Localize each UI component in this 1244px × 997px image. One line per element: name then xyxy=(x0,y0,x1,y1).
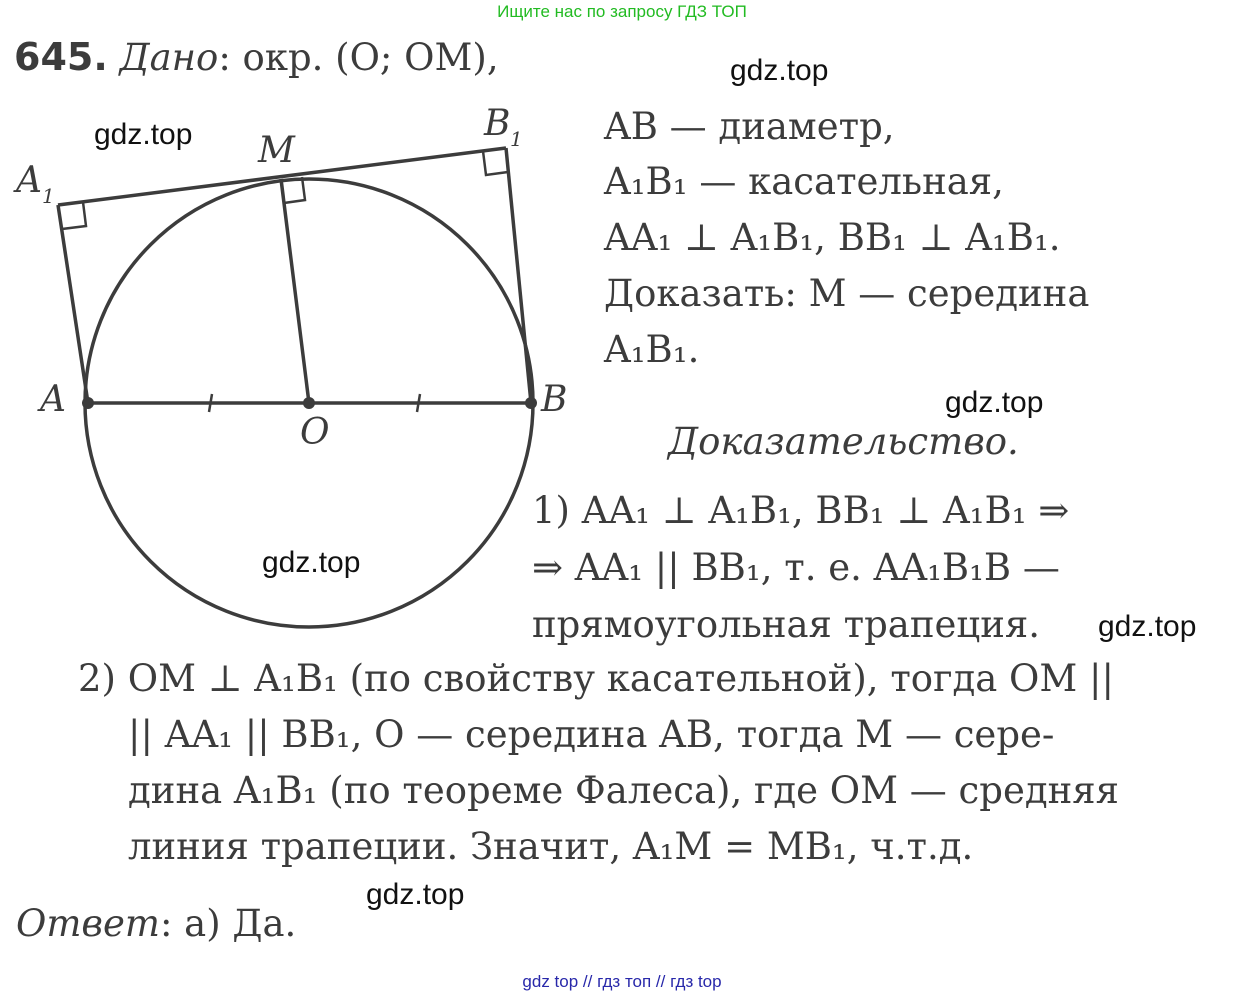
step1-line-2: ⇒ AA₁ || BB₁, т. е. AA₁B₁B — xyxy=(532,546,1060,589)
point-A xyxy=(82,397,94,409)
watermark-6: gdz.top xyxy=(366,878,465,911)
right-angle-A1 xyxy=(62,202,86,229)
step2-line-4: линия трапеции. Значит, A₁M = MB₁, ч.т.д. xyxy=(128,825,974,868)
given-line-2: A₁B₁ — касательная, xyxy=(604,160,1004,203)
segment-AA1 xyxy=(58,205,88,403)
right-angle-B1 xyxy=(483,151,508,175)
label-A: A xyxy=(40,379,66,420)
watermark-2: gdz.top xyxy=(94,118,193,151)
point-B xyxy=(525,397,537,409)
answer-word: Ответ xyxy=(16,902,160,945)
given-word: Дано xyxy=(119,36,219,79)
label-B: B xyxy=(541,379,568,420)
label-A1-subscript: 1 xyxy=(42,184,55,208)
watermark-5: gdz.top xyxy=(1098,610,1197,643)
label-M: M xyxy=(258,130,295,171)
step2-line-1: 2) OM ⊥ A₁B₁ (по свойству касательной), тогда OM || xyxy=(78,657,1114,700)
given-rest: : окр. (O; OM), xyxy=(218,36,499,79)
radius-OM xyxy=(281,179,309,403)
geometry-figure xyxy=(0,0,568,640)
proof-title: Доказательство. xyxy=(668,420,1019,463)
watermark-1: gdz.top xyxy=(730,54,829,87)
label-A1: A xyxy=(16,160,42,201)
step1-line-3: прямоугольная трапеция. xyxy=(532,603,1040,646)
label-B1-subscript: 1 xyxy=(510,127,523,151)
bottom-banner: gdz top // гдз топ // гдз top xyxy=(522,972,722,991)
label-O: O xyxy=(300,412,330,453)
watermark-4: gdz.top xyxy=(262,546,361,579)
top-banner: Ищите нас по запросу ГДЗ ТОП xyxy=(497,2,747,21)
given-line-1: AB — диаметр, xyxy=(604,105,895,148)
prove-line-2: A₁B₁. xyxy=(604,328,700,371)
point-O xyxy=(303,397,315,409)
step2-line-3: дина A₁B₁ (по теореме Фалеса), где OM — средняя xyxy=(128,769,1119,812)
step1-line-1: 1) AA₁ ⊥ A₁B₁, BB₁ ⊥ A₁B₁ ⇒ xyxy=(532,489,1070,532)
given-line-3: AA₁ ⊥ A₁B₁, BB₁ ⊥ A₁B₁. xyxy=(604,216,1061,259)
label-B1: B xyxy=(484,103,511,144)
segment-BB1 xyxy=(506,148,531,403)
step2-line-2: || AA₁ || BB₁, O — середина AB, тогда M — сере- xyxy=(128,713,1055,756)
problem-number: 645. xyxy=(14,35,108,79)
answer-rest: : а) Да. xyxy=(159,902,297,945)
tick-OB xyxy=(417,394,420,412)
watermark-3: gdz.top xyxy=(945,386,1044,419)
answer-line xyxy=(16,902,297,945)
prove-line-1: Доказать: M — середина xyxy=(604,272,1090,315)
tick-AO xyxy=(209,394,212,412)
